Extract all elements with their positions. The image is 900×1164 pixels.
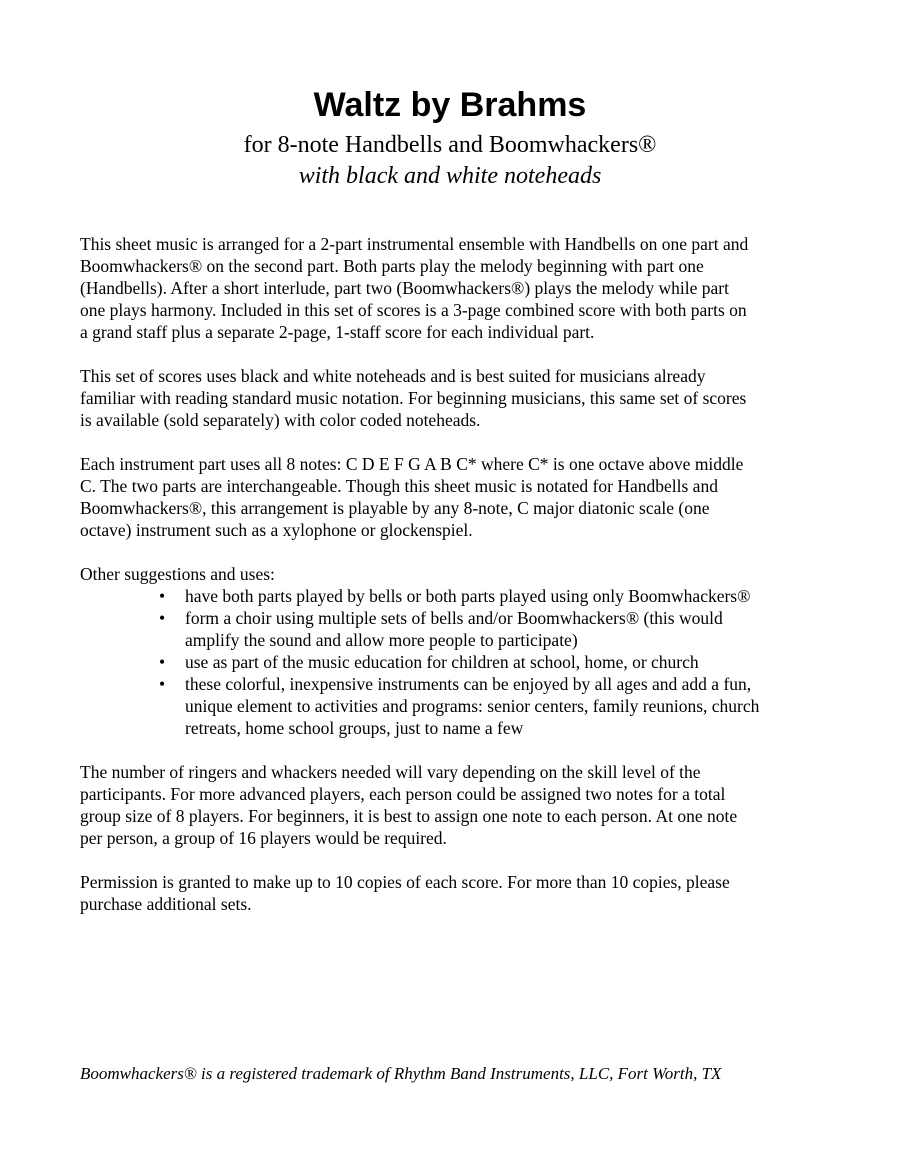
text-line: amplify the sound and allow more people to participate) <box>185 630 578 650</box>
bullet-icon: • <box>159 586 166 606</box>
text-line: use as part of the music education for children at school, home, or church <box>185 652 699 672</box>
paragraph-intro <box>80 233 828 343</box>
text-line: The number of ringers and whackers needed will vary depending on the skill level of the <box>80 762 701 782</box>
text-line: group size of 8 players. For beginners, it is best to assign one note to each person. At one note <box>80 806 738 826</box>
text-line: octave) instrument such as a xylophone or glockenspiel. <box>80 520 473 540</box>
bullet-icon: • <box>159 652 166 672</box>
list-item <box>159 607 828 651</box>
paragraph-permission <box>80 871 828 915</box>
text-line: familiar with reading standard music notation. For beginning musicians, this same set of scores <box>80 388 747 408</box>
list-item <box>159 585 828 607</box>
bullet-icon: • <box>159 674 166 694</box>
suggestions-label: Other suggestions and uses: <box>80 564 275 584</box>
text-line: This sheet music is arranged for a 2-part instrumental ensemble with Handbells on one part and <box>80 234 749 254</box>
text-line: Boomwhackers® on the second part. Both parts play the melody beginning with part one <box>80 256 704 276</box>
text-line: form a choir using multiple sets of bells and/or Boomwhackers® (this would <box>185 608 723 628</box>
paragraph-group-size <box>80 761 828 849</box>
text-line: have both parts played by bells or both parts played using only Boomwhackers® <box>185 586 751 606</box>
text-line: This set of scores uses black and white noteheads and is best suited for musicians already <box>80 366 706 386</box>
text-line: is available (sold separately) with color coded noteheads. <box>80 410 481 430</box>
page-subtitle: for 8-note Handbells and Boomwhackers® <box>243 132 657 158</box>
text-line: (Handbells). After a short interlude, part two (Boomwhackers®) plays the melody while part <box>80 278 729 298</box>
text-line: Boomwhackers®, this arrangement is playable by any 8-note, C major diatonic scale (one <box>80 498 710 518</box>
trademark-footer: Boomwhackers® is a registered trademark of Rhythm Band Instruments, LLC, Fort Worth, TX <box>80 1064 722 1083</box>
page-title: Waltz by Brahms <box>313 86 587 124</box>
text-line: per person, a group of 16 players would be required. <box>80 828 447 848</box>
text-line: one plays harmony. Included in this set of scores is a 3-page combined score with both parts on <box>80 300 747 320</box>
body-text <box>80 233 828 937</box>
paragraph-notes <box>80 453 828 541</box>
text-line: purchase additional sets. <box>80 894 252 914</box>
suggestions-list <box>80 585 828 739</box>
text-line: C. The two parts are interchangeable. Though this sheet music is notated for Handbells and <box>80 476 718 496</box>
text-line: unique element to activities and programs: senior centers, family reunions, church <box>185 696 760 716</box>
text-line: these colorful, inexpensive instruments can be enjoyed by all ages and add a fun, <box>185 674 752 694</box>
text-line: Permission is granted to make up to 10 copies of each score. For more than 10 copies, please <box>80 872 730 892</box>
text-line: Each instrument part uses all 8 notes: C D E F G A B C* where C* is one octave above middle <box>80 454 744 474</box>
page-subtitle-italic: with black and white noteheads <box>298 163 602 189</box>
paragraph-noteheads <box>80 365 828 431</box>
text-line: retreats, home school groups, just to name a few <box>185 718 524 738</box>
bullet-icon: • <box>159 608 166 628</box>
text-line: participants. For more advanced players, each person could be assigned two notes for a total <box>80 784 726 804</box>
text-line: a grand staff plus a separate 2-page, 1-staff score for each individual part. <box>80 322 595 342</box>
list-item <box>159 673 828 739</box>
list-item <box>159 651 828 673</box>
